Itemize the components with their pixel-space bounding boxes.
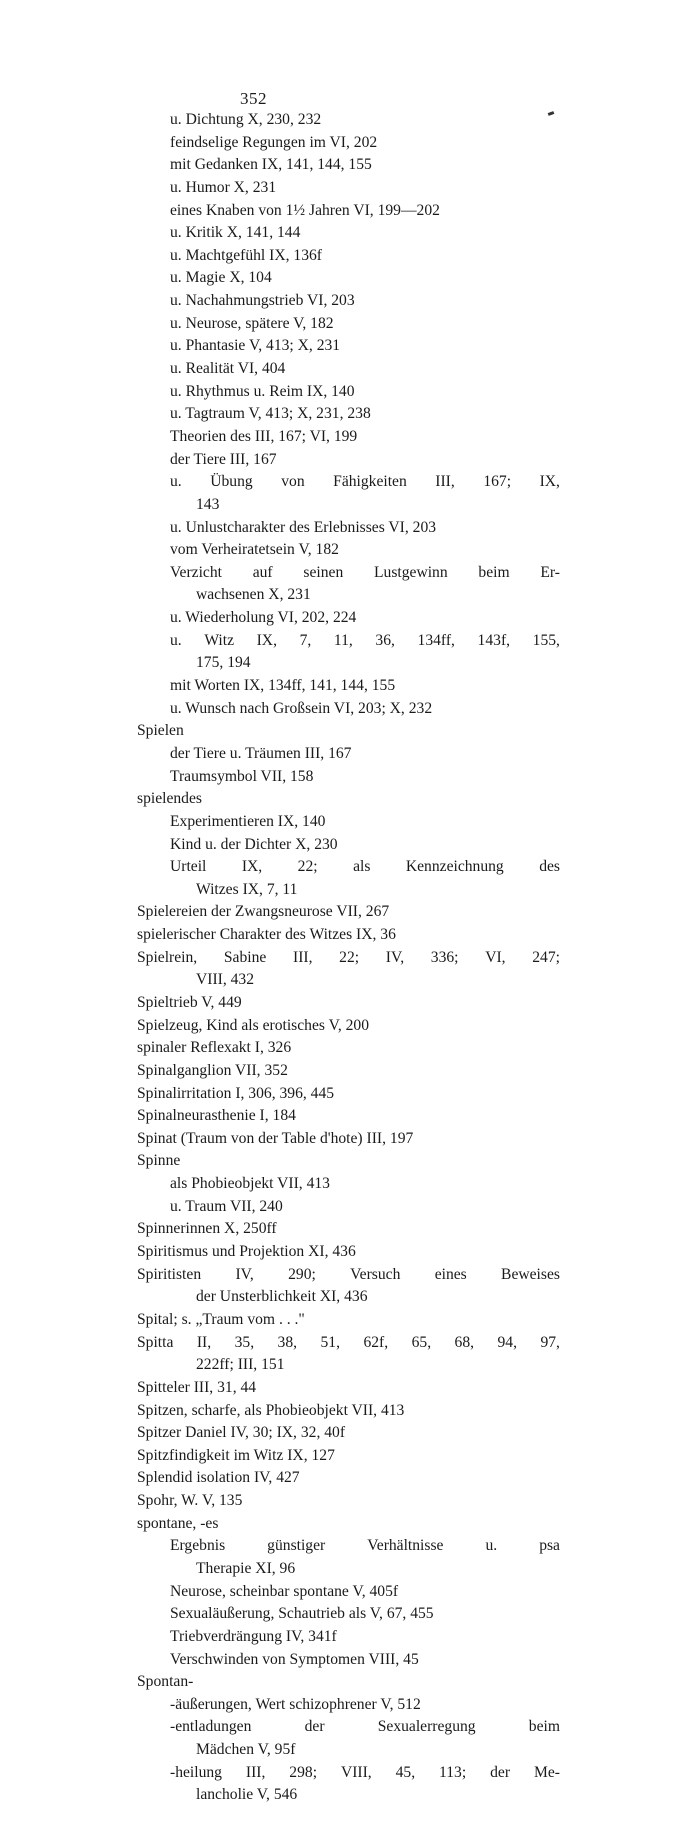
index-entry-text: Therapie XI, 96 — [196, 1560, 296, 1577]
index-entry-text: Spinalneurasthenie I, 184 — [137, 1107, 296, 1125]
index-headword — [0, 1671, 697, 1694]
index-entry-text: -heilung III, 298; VIII, 45, 113; der Me- — [170, 1763, 560, 1781]
index-entry-text: Spielen — [137, 722, 184, 740]
index-headword — [0, 1422, 697, 1445]
index-subentry — [0, 381, 697, 404]
index-entry-text: wachsenen X, 231 — [196, 586, 311, 604]
index-entry-text: Spital; s. „Traum vom . . ." — [137, 1310, 305, 1328]
index-entry-text: feindselige Regungen im VI, 202 — [170, 133, 378, 151]
index-headword — [0, 1060, 697, 1083]
index-entry-text: Kind u. der Dichter X, 230 — [170, 835, 338, 853]
index-subentry — [0, 222, 697, 245]
index-entry-text: Spielrein, Sabine III, 22; IV, 336; VI, 247; — [137, 948, 560, 966]
index-headword — [0, 1377, 697, 1400]
index-subentry — [0, 1626, 697, 1649]
index-continuation — [0, 1286, 697, 1309]
index-subentry — [0, 1535, 697, 1558]
index-entry-text: Theorien des III, 167; VI, 199 — [170, 427, 358, 445]
index-entry-text: Spitteler III, 31, 44 — [137, 1378, 257, 1396]
index-headword — [0, 1467, 697, 1490]
index-headword — [0, 924, 697, 947]
index-entry-text: 175, 194 — [196, 654, 251, 672]
index-entry-text: u. Tagtraum V, 413; X, 231, 238 — [170, 405, 371, 423]
index-headword — [0, 1015, 697, 1038]
index-entry-text: spinaler Reflexakt I, 326 — [137, 1039, 292, 1057]
index-entry-text: u. Rhythmus u. Reim IX, 140 — [170, 382, 355, 400]
index-subentry — [0, 471, 697, 494]
index-entry-text: der Tiere III, 167 — [170, 450, 277, 468]
index-entry-text: vom Verheiratetsein V, 182 — [170, 541, 339, 559]
index-headword — [0, 1241, 697, 1264]
index-entry-text: -äußerungen, Wert schizophrener V, 512 — [170, 1695, 421, 1713]
index-subentry — [0, 1581, 697, 1604]
index-subentry — [0, 517, 697, 540]
index-entry-text: 222ff; III, 151 — [196, 1356, 285, 1374]
index-entry-text: Traumsymbol VII, 158 — [170, 767, 314, 785]
index-subentry — [0, 403, 697, 426]
index-entry-text: Spielereien der Zwangsneurose VII, 267 — [137, 903, 390, 921]
index-entry-text: spontane, -es — [137, 1514, 219, 1532]
index-subentry — [0, 426, 697, 449]
index-entry-text: Triebverdrängung IV, 341f — [170, 1627, 337, 1645]
index-continuation — [0, 494, 697, 517]
index-entry-text: u. Wiederholung VI, 202, 224 — [170, 609, 357, 627]
index-entry-text: Ergebnis günstiger Verhältnisse u. psa — [170, 1537, 560, 1555]
index-entry-text: VIII, 432 — [196, 971, 255, 989]
index-entry-text: u. Witz IX, 7, 11, 36, 134ff, 143f, 155, — [170, 631, 560, 649]
index-entry-text: u. Humor X, 231 — [170, 178, 277, 196]
index-continuation — [0, 652, 697, 675]
index-entry-text: Spinalirritation I, 306, 396, 445 — [137, 1084, 335, 1102]
index-subentry — [0, 1694, 697, 1717]
index-continuation — [0, 1354, 697, 1377]
index-subentry — [0, 607, 697, 630]
index-entry-text: u. Dichtung X, 230, 232 — [170, 111, 322, 128]
index-subentry — [0, 313, 697, 336]
index-subentry — [0, 856, 697, 879]
index-entry-text: Experimentieren IX, 140 — [170, 812, 326, 830]
index-continuation — [0, 1739, 697, 1762]
index-entry-text: u. Unlustcharakter des Erlebnisses VI, 203 — [170, 518, 437, 536]
index-subentry — [0, 1649, 697, 1672]
index-entry-text: Mädchen V, 95f — [196, 1741, 296, 1759]
index-entry-text: Spitzen, scharfe, als Phobieobjekt VII, 413 — [137, 1401, 405, 1419]
index-headword — [0, 1128, 697, 1151]
index-headword — [0, 1400, 697, 1423]
index-headword — [0, 1513, 697, 1536]
index-subentry — [0, 1716, 697, 1739]
index-entry-text: spielendes — [137, 790, 202, 808]
index-entry-text: u. Machtgefühl IX, 136f — [170, 246, 323, 264]
index-subentry — [0, 449, 697, 472]
index-entry-text: Spitta II, 35, 38, 51, 62f, 65, 68, 94, 97, — [137, 1333, 560, 1351]
index-headword — [0, 1490, 697, 1513]
index-entry-text: Spinat (Traum von der Table d'hote) III, 197 — [137, 1129, 414, 1147]
index-subentry — [0, 1173, 697, 1196]
index-subentry — [0, 1762, 697, 1785]
index-headword — [0, 1264, 697, 1287]
index-subentry — [0, 698, 697, 721]
index-headword — [0, 992, 697, 1015]
index-continuation — [0, 969, 697, 992]
index-subentry — [0, 562, 697, 585]
index-subentry — [0, 1196, 697, 1219]
index-entry-text: Verschwinden von Symptomen VIII, 45 — [170, 1650, 419, 1668]
index-entry-text: Spiritisten IV, 290; Versuch eines Beweises — [137, 1265, 560, 1283]
index-headword — [0, 1083, 697, 1106]
index-subentry — [0, 743, 697, 766]
index-entry-text: u. Traum VII, 240 — [170, 1197, 283, 1215]
index-entry-text: Spohr, W. V, 135 — [137, 1492, 243, 1510]
index-entry-text: -entladungen der Sexualerregung beim — [170, 1718, 560, 1736]
index-subentry — [0, 675, 697, 698]
index-entry-text: Spieltrieb V, 449 — [137, 993, 242, 1011]
index-subentry — [0, 267, 697, 290]
index-subentry — [0, 177, 697, 200]
index-entry-text: Spinne — [137, 1152, 181, 1170]
index-entry-text: Spielzeug, Kind als erotisches V, 200 — [137, 1016, 370, 1034]
index-subentry — [0, 154, 697, 177]
index-entry-text: Splendid isolation IV, 427 — [137, 1469, 300, 1487]
index-entry-text: spielerischer Charakter des Witzes IX, 36 — [137, 926, 396, 944]
index-headword — [0, 720, 697, 743]
index-subentry — [0, 109, 697, 132]
index-entry-text: u. Realität VI, 404 — [170, 360, 286, 378]
index-entry-text: eines Knaben von 1½ Jahren VI, 199—202 — [170, 201, 440, 219]
index-headword — [0, 1218, 697, 1241]
index-entry-text: Spinnerinnen X, 250ff — [137, 1220, 277, 1238]
index-subentry — [0, 290, 697, 313]
index-headword — [0, 788, 697, 811]
index-entry-text: u. Übung von Fähigkeiten III, 167; IX, — [170, 473, 560, 491]
index-entry-text: u. Neurose, spätere V, 182 — [170, 314, 334, 332]
index-entry-text: Spinalganglion VII, 352 — [137, 1061, 288, 1079]
index-continuation — [0, 879, 697, 902]
index-entry-text: 143 — [196, 495, 220, 513]
index-entry-list — [0, 109, 697, 1807]
index-headword — [0, 901, 697, 924]
index-headword — [0, 1309, 697, 1332]
index-entry-text: Spitzer Daniel IV, 30; IX, 32, 40f — [137, 1424, 346, 1442]
index-headword — [0, 947, 697, 970]
index-entry-text: Witzes IX, 7, 11 — [196, 880, 298, 898]
index-subentry — [0, 1603, 697, 1626]
index-entry-text: Urteil IX, 22; als Kennzeichnung des — [170, 858, 560, 876]
index-entry-text: u. Wunsch nach Großsein VI, 203; X, 232 — [170, 699, 433, 717]
index-subentry — [0, 766, 697, 789]
index-headword — [0, 1445, 697, 1468]
index-entry-text: Sexualäußerung, Schautrieb als V, 67, 455 — [170, 1605, 434, 1623]
index-subentry — [0, 834, 697, 857]
index-entry-text: mit Gedanken IX, 141, 144, 155 — [170, 156, 372, 174]
index-headword — [0, 1037, 697, 1060]
index-continuation — [0, 1784, 697, 1807]
index-entry-text: u. Kritik X, 141, 144 — [170, 224, 301, 242]
index-subentry — [0, 200, 697, 223]
index-subentry — [0, 335, 697, 358]
index-subentry — [0, 245, 697, 268]
index-headword — [0, 1150, 697, 1173]
index-continuation — [0, 1558, 697, 1581]
index-entry-text: Verzicht auf seinen Lustgewinn beim Er- — [170, 563, 560, 581]
index-headword — [0, 1332, 697, 1355]
index-headword — [0, 1105, 697, 1128]
index-subentry — [0, 630, 697, 653]
index-subentry — [0, 811, 697, 834]
page-number: 352 — [240, 89, 267, 108]
index-entry-text: u. Nachahmungstrieb VI, 203 — [170, 292, 355, 310]
index-continuation — [0, 584, 697, 607]
index-entry-text: Spitzfindigkeit im Witz IX, 127 — [137, 1446, 335, 1464]
index-subentry — [0, 132, 697, 155]
index-entry-text: Spiritismus und Projektion XI, 436 — [137, 1243, 356, 1261]
index-entry-text: Neurose, scheinbar spontane V, 405f — [170, 1582, 399, 1600]
index-entry-text: Spontan- — [137, 1673, 194, 1691]
index-subentry — [0, 539, 697, 562]
index-entry-text: der Tiere u. Träumen III, 167 — [170, 744, 352, 762]
index-subentry — [0, 358, 697, 381]
index-entry-text: als Phobieobjekt VII, 413 — [170, 1175, 330, 1193]
index-entry-text: mit Worten IX, 134ff, 141, 144, 155 — [170, 677, 396, 695]
index-entry-text: lancholie V, 546 — [196, 1786, 298, 1804]
index-entry-text: u. Phantasie V, 413; X, 231 — [170, 337, 341, 355]
index-entry-text: der Unsterblichkeit XI, 436 — [196, 1288, 368, 1306]
index-entry-text: u. Magie X, 104 — [170, 269, 272, 287]
